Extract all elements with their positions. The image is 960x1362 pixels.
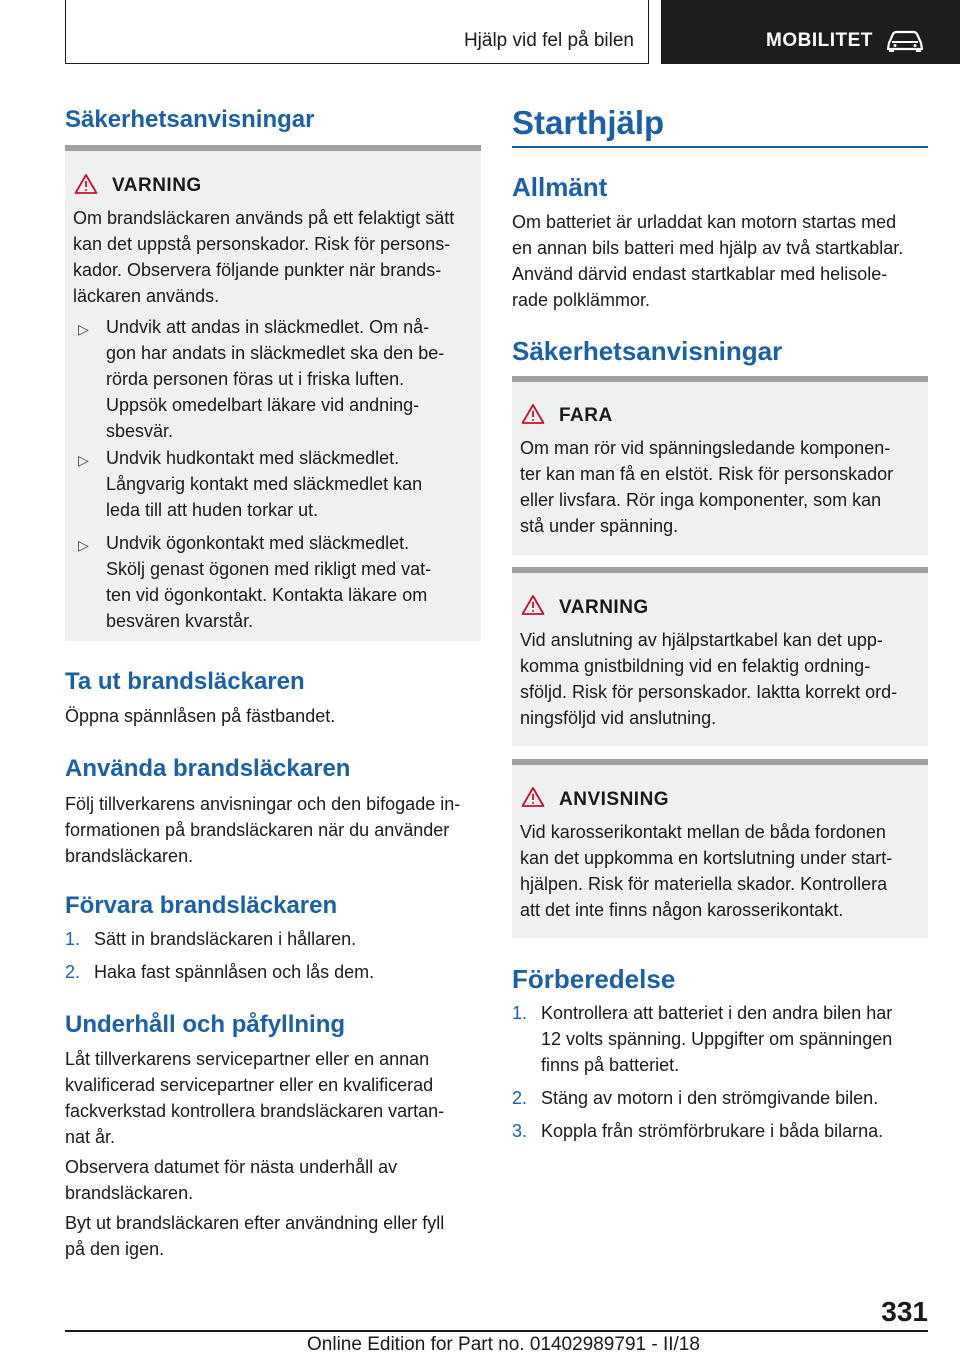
text-line: Uppsök omedelbart läkare vid andning-	[106, 395, 420, 415]
warning-triangle-icon	[521, 403, 545, 425]
text-line: en annan bils batteri med hjälp av två startkablar.	[512, 238, 904, 258]
step-text: Stäng av motorn i den strömgivande bilen.	[541, 1088, 879, 1108]
text-line: kvalificerad servicepartner eller en kvalificerad	[65, 1075, 434, 1095]
text-line: fackverkstad kontrollera brandsläckaren vartan-	[65, 1101, 445, 1121]
text-line: Kontrollera att batteriet i den andra bilen har	[541, 1003, 893, 1023]
text-line: ningsföljd vid anslutning.	[520, 708, 717, 728]
text-line: nat år.	[65, 1127, 116, 1147]
step-number: 2.	[65, 962, 81, 982]
text-line: hjälpen. Risk för materiella skador. Kontrollera	[520, 874, 888, 894]
text-line: läckaren används.	[73, 286, 220, 306]
text-line: leda till att huden torkar ut.	[106, 500, 319, 520]
text-line: kan det uppstå personskador. Risk för persons-	[73, 234, 451, 254]
text-line: Vid anslutning av hjälpstartkabel kan det upp-	[520, 630, 883, 650]
text-line: Undvik hudkontakt med släckmedlet.	[106, 448, 400, 468]
text-line: finns på batteriet.	[541, 1055, 680, 1075]
text-line: brandsläckaren.	[65, 1183, 194, 1203]
section-title: Säkerhetsanvisningar	[512, 336, 783, 366]
warning-triangle-icon	[521, 594, 545, 616]
step-text: Koppla från strömförbrukare i båda bilarna.	[541, 1121, 884, 1141]
warning-triangle-icon	[74, 173, 98, 195]
text-line: besvären kvarstår.	[106, 611, 254, 631]
step-text	[541, 1000, 928, 1078]
text-line: Långvarig kontakt med släckmedlet kan	[106, 474, 423, 494]
text-line: stå under spänning.	[520, 516, 679, 536]
text-line: Om batteriet är urladdat kan motorn startas med	[512, 212, 897, 232]
page-number: 331	[881, 1296, 928, 1327]
section-title: Allmänt	[512, 172, 608, 202]
section-title: Förvara brandsläckaren	[65, 892, 338, 919]
notice-text	[520, 819, 925, 923]
text-line: sbesvär.	[106, 421, 174, 441]
text-line: Om brandsläckaren används på ett felaktigt sätt	[73, 208, 455, 228]
chapter-title: Hjälp vid fel på bilen	[463, 30, 634, 51]
list-item	[106, 530, 476, 634]
step-number: 1.	[65, 929, 81, 949]
section-title: Förberedelse	[512, 964, 676, 994]
section-text	[65, 1046, 481, 1150]
warning-triangle-icon	[521, 786, 545, 808]
text-line: att det inte finns någon karosserikontakt.	[520, 900, 844, 920]
text-line: Använd därvid endast startkablar med helisole-	[512, 264, 888, 284]
text-line: kador. Observera följande punkter när brands-	[73, 260, 442, 280]
text-line: Undvik ögonkontakt med släckmedlet.	[106, 533, 410, 553]
text-line: Vid karosserikontakt mellan de båda fordonen	[520, 822, 886, 842]
text-line: komma gnistbildning vid en felaktig ordning-	[520, 656, 871, 676]
edition-text: Online Edition for Part no. 01402989791 - II/18	[307, 1334, 700, 1355]
section-text	[65, 791, 481, 869]
warning-text	[73, 205, 478, 309]
text-line: eller livsfara. Rör inga komponenter, som kan	[520, 490, 882, 510]
text-line: 12 volts spänning. Uppgifter om spänningen	[541, 1029, 893, 1049]
list-item	[106, 445, 476, 523]
text-line: Undvik att andas in släckmedlet. Om nå-	[106, 317, 430, 337]
text-line: på den igen.	[65, 1239, 165, 1259]
section-text	[65, 1210, 481, 1262]
danger-label: FARA	[559, 405, 613, 426]
car-icon	[886, 29, 924, 53]
section-title: Underhåll och påfyllning	[65, 1011, 346, 1038]
step-text: Haka fast spännlåsen och lås dem.	[94, 962, 375, 982]
text-line: brandsläckaren.	[65, 846, 194, 866]
text-line: Om man rör vid spänningsledande komponen-	[520, 438, 891, 458]
bullet-icon: ▷	[78, 452, 89, 468]
title-rule	[512, 146, 928, 148]
warning-text	[520, 627, 925, 731]
step-number: 1.	[512, 1003, 528, 1023]
section-title: Ta ut brandsläckaren	[65, 668, 305, 695]
text-line: Observera datumet för nästa underhåll av	[65, 1157, 398, 1177]
section-title: MOBILITET	[766, 30, 873, 51]
danger-text	[520, 435, 925, 539]
left-section-title: Säkerhetsanvisningar	[65, 106, 315, 133]
page-title: Starthjälp	[512, 104, 665, 141]
warning-label: VARNING	[112, 175, 202, 196]
text-line: Låt tillverkarens servicepartner eller en annan	[65, 1049, 430, 1069]
list-item	[106, 314, 476, 444]
notice-label: ANVISNING	[559, 789, 670, 810]
text-line: gon har andats in släckmedlet ska den be-	[106, 343, 445, 363]
text-line: rade polklämmor.	[512, 290, 651, 310]
footer-rule	[65, 1330, 928, 1332]
text-line: ter kan man få en elstöt. Risk för personskador	[520, 464, 894, 484]
text-line: Byt ut brandsläckaren efter användning eller fyll	[65, 1213, 445, 1233]
bullet-icon: ▷	[78, 537, 89, 553]
text-line: Följ tillverkarens anvisningar och den bifogade in-	[65, 794, 461, 814]
step-text: Sätt in brandsläckaren i hållaren.	[94, 929, 357, 949]
bullet-icon: ▷	[78, 321, 89, 337]
step-number: 3.	[512, 1121, 528, 1141]
chapter-header	[65, 0, 649, 64]
text-line: rörda personen föras ut i friska luften.	[106, 369, 405, 389]
section-text	[512, 209, 928, 313]
text-line: Öppna spännlåsen på fästbandet.	[65, 706, 336, 726]
text-line: formationen på brandsläckaren när du använder	[65, 820, 450, 840]
warning-label: VARNING	[559, 597, 649, 618]
text-line: ten vid ögonkontakt. Kontakta läkare om	[106, 585, 428, 605]
section-title: Använda brandsläckaren	[65, 755, 351, 782]
section-text	[65, 1154, 481, 1206]
step-number: 2.	[512, 1088, 528, 1108]
text-line: sföljd. Risk för personskador. Iaktta korrekt ord-	[520, 682, 898, 702]
section-text	[65, 703, 481, 729]
text-line: Skölj genast ögonen med rikligt med vat-	[106, 559, 432, 579]
text-line: kan det uppkomma en kortslutning under start-	[520, 848, 893, 868]
